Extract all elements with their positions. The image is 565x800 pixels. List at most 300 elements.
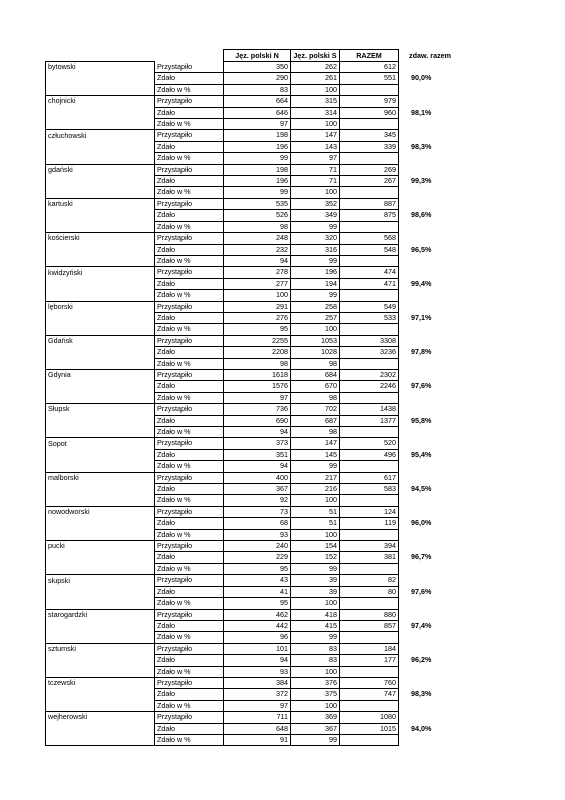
row-label: Zdało w % [155,529,224,540]
row-label: Zdało [155,73,224,84]
value-total: 979 [340,96,399,107]
pass-rate-cell [399,632,461,643]
value-polish-n: 248 [224,233,291,244]
pass-rate-cell: 96,5% [411,244,432,254]
row-label: Przystąpiło [155,404,224,415]
table-row [46,620,461,631]
value-polish-n: 1618 [224,369,291,380]
value-polish-s: 261 [291,73,340,84]
table-row [46,96,461,107]
value-polish-n: 278 [224,267,291,278]
value-polish-n: 1576 [224,381,291,392]
value-polish-n: 2208 [224,347,291,358]
value-total: 345 [340,130,399,141]
pass-rate-cell: 98,3% [411,689,432,699]
row-label: Zdało [155,312,224,323]
value-polish-n: 367 [224,484,291,495]
pass-rate-cell [399,404,461,415]
value-total [340,119,399,130]
results-sheet [45,49,461,746]
pass-rate-cell: 94,0% [411,723,432,733]
district-cell [46,563,155,574]
row-label: Zdało [155,689,224,700]
value-polish-n: 41 [224,586,291,597]
value-polish-n: 736 [224,404,291,415]
row-label: Przystąpiło [155,575,224,586]
row-label: Zdało w % [155,324,224,335]
value-total: 381 [340,552,399,563]
district-cell: nowodworski [46,506,155,517]
pass-rate-cell: 95,8% [411,415,432,425]
table-row [46,712,461,723]
row-label: Zdało [155,381,224,392]
row-label: Zdało [155,586,224,597]
value-polish-n: 648 [224,723,291,734]
district-cell [46,620,155,631]
table-row [46,347,461,358]
table-row [46,575,461,586]
value-polish-n: 73 [224,506,291,517]
row-label: Zdało w % [155,290,224,301]
pass-rate-cell: 96,7% [411,552,432,562]
value-polish-n: 100 [224,290,291,301]
row-label: Zdało w % [155,358,224,369]
row-label: Zdało w % [155,221,224,232]
pass-rate-cell [399,495,461,506]
pass-rate-cell [399,96,461,107]
district-cell: chojnicki [46,96,155,107]
value-polish-s: 99 [291,221,340,232]
pass-rate-cell [399,734,461,745]
table-row [46,541,461,552]
row-label: Przystąpiło [155,335,224,346]
row-label: Zdało w % [155,187,224,198]
value-polish-n: 711 [224,712,291,723]
table-row [46,734,461,745]
row-label: Przystąpiło [155,677,224,688]
table-row [46,164,461,175]
value-polish-s: 262 [291,62,340,73]
value-total: 124 [340,506,399,517]
district-cell [46,586,155,597]
value-total [340,700,399,711]
row-label: Przystąpiło [155,541,224,552]
value-polish-n: 93 [224,666,291,677]
row-label: Przystąpiło [155,643,224,654]
value-polish-n: 91 [224,734,291,745]
row-label: Zdało [155,655,224,666]
pass-rate-cell [399,643,461,654]
pass-rate-cell [399,358,461,369]
value-polish-s: 97 [291,153,340,164]
district-cell [46,119,155,130]
value-polish-n: 350 [224,62,291,73]
row-label: Przystąpiło [155,438,224,449]
table-row [46,461,461,472]
row-label: Zdało [155,620,224,631]
district-cell [46,176,155,187]
table-row [46,176,461,187]
value-polish-n: 98 [224,358,291,369]
value-total [340,187,399,198]
table-row [46,449,461,460]
row-label: Zdało w % [155,84,224,95]
district-cell: słupski [46,575,155,586]
district-cell [46,689,155,700]
table-row [46,244,461,255]
district-cell [46,381,155,392]
value-total [340,563,399,574]
header-total: RAZEM [340,50,399,62]
value-polish-n: 690 [224,415,291,426]
value-polish-n: 97 [224,119,291,130]
value-polish-s: 314 [291,107,340,118]
value-total: 887 [340,198,399,209]
district-cell: starogardzki [46,609,155,620]
value-polish-n: 196 [224,176,291,187]
district-cell: wejherowski [46,712,155,723]
header-polish-s: Jęz. polski S [291,50,340,62]
pass-rate-cell: 98,3% [411,141,432,151]
value-polish-n: 400 [224,472,291,483]
value-total: 551 [340,73,399,84]
pass-rate-cell [399,392,461,403]
header-row [46,50,461,62]
pass-rate-cell [399,335,461,346]
pass-rate-cell [399,119,461,130]
value-polish-s: 39 [291,586,340,597]
district-cell [46,518,155,529]
value-total: 119 [340,518,399,529]
value-total: 520 [340,438,399,449]
value-polish-s: 145 [291,449,340,460]
value-total: 875 [340,210,399,221]
value-polish-s: 418 [291,609,340,620]
table-row [46,141,461,152]
pass-rate-cell [399,700,461,711]
value-polish-n: 97 [224,392,291,403]
table-row [46,267,461,278]
value-polish-s: 1028 [291,347,340,358]
row-label: Przystąpiło [155,506,224,517]
value-total: 857 [340,620,399,631]
district-cell: Słupsk [46,404,155,415]
district-cell [46,552,155,563]
district-cell: lęborski [46,301,155,312]
table-row [46,677,461,688]
district-cell [46,495,155,506]
value-total: 2246 [340,381,399,392]
row-label: Zdało w % [155,632,224,643]
district-cell [46,427,155,438]
value-polish-s: 99 [291,461,340,472]
table-row [46,221,461,232]
district-cell [46,655,155,666]
table-row [46,563,461,574]
row-label: Zdało [155,449,224,460]
district-cell: pucki [46,541,155,552]
value-polish-n: 384 [224,677,291,688]
value-polish-s: 100 [291,529,340,540]
table-row [46,153,461,164]
district-cell [46,153,155,164]
row-label: Zdało w % [155,495,224,506]
value-polish-n: 229 [224,552,291,563]
pass-rate-cell [399,609,461,620]
header-district [46,50,155,62]
pass-rate-cell [399,529,461,540]
district-cell [46,484,155,495]
value-polish-s: 684 [291,369,340,380]
value-total [340,221,399,232]
table-row [46,495,461,506]
value-polish-s: 352 [291,198,340,209]
value-total: 269 [340,164,399,175]
value-polish-n: 232 [224,244,291,255]
table-row [46,506,461,517]
value-polish-n: 526 [224,210,291,221]
value-total [340,529,399,540]
value-polish-s: 98 [291,392,340,403]
value-polish-n: 664 [224,96,291,107]
table-row [46,666,461,677]
value-total: 960 [340,107,399,118]
value-polish-s: 687 [291,415,340,426]
header-pass-rate: zdaw. razem [409,51,452,60]
district-cell [46,449,155,460]
value-total: 568 [340,233,399,244]
district-cell [46,210,155,221]
row-label: Przystąpiło [155,130,224,141]
row-label: Zdało [155,415,224,426]
district-cell [46,461,155,472]
value-polish-s: 147 [291,130,340,141]
value-polish-n: 196 [224,141,291,152]
value-polish-s: 100 [291,700,340,711]
value-polish-s: 99 [291,632,340,643]
value-polish-s: 702 [291,404,340,415]
value-total [340,734,399,745]
pass-rate-cell [399,153,461,164]
value-polish-s: 316 [291,244,340,255]
table-row [46,438,461,449]
district-cell [46,324,155,335]
pass-rate-cell [399,541,461,552]
value-polish-n: 83 [224,84,291,95]
value-polish-s: 71 [291,176,340,187]
value-total: 394 [340,541,399,552]
district-cell [46,415,155,426]
value-polish-s: 320 [291,233,340,244]
row-label: Zdało w % [155,119,224,130]
value-polish-s: 83 [291,655,340,666]
table-row [46,198,461,209]
value-polish-n: 442 [224,620,291,631]
value-polish-n: 373 [224,438,291,449]
pass-rate-cell [399,598,461,609]
value-polish-s: 375 [291,689,340,700]
value-polish-s: 99 [291,255,340,266]
value-polish-s: 1053 [291,335,340,346]
row-label: Przystąpiło [155,472,224,483]
value-total: 177 [340,655,399,666]
value-polish-s: 51 [291,518,340,529]
header-category [155,50,224,62]
row-label: Przystąpiło [155,369,224,380]
row-label: Zdało [155,484,224,495]
value-polish-n: 92 [224,495,291,506]
value-polish-s: 415 [291,620,340,631]
value-total: 747 [340,689,399,700]
row-label: Zdało w % [155,255,224,266]
value-total [340,324,399,335]
value-polish-n: 240 [224,541,291,552]
value-total [340,255,399,266]
value-total: 2302 [340,369,399,380]
value-polish-s: 147 [291,438,340,449]
value-total [340,153,399,164]
district-cell [46,529,155,540]
value-polish-n: 351 [224,449,291,460]
district-cell: człuchowski [46,130,155,141]
district-cell [46,734,155,745]
value-total: 1015 [340,723,399,734]
value-polish-s: 257 [291,312,340,323]
pass-rate-cell [399,62,461,73]
table-row [46,107,461,118]
district-cell: bytowski [46,62,155,73]
district-cell: kwidzyński [46,267,155,278]
value-total [340,632,399,643]
table-row [46,552,461,563]
district-cell [46,358,155,369]
value-total [340,427,399,438]
row-label: Zdało [155,518,224,529]
district-cell: Gdynia [46,369,155,380]
value-polish-s: 98 [291,427,340,438]
value-polish-n: 372 [224,689,291,700]
table-row [46,472,461,483]
value-polish-s: 99 [291,563,340,574]
table-row [46,632,461,643]
value-polish-s: 99 [291,290,340,301]
table-row [46,301,461,312]
district-cell: kartuski [46,198,155,209]
row-label: Zdało [155,723,224,734]
value-total: 267 [340,176,399,187]
pass-rate-cell: 96,0% [411,518,432,528]
table-row [46,723,461,734]
value-total: 1080 [340,712,399,723]
district-cell: Gdańsk [46,335,155,346]
pass-rate-cell [399,84,461,95]
pass-rate-cell [399,187,461,198]
value-polish-s: 349 [291,210,340,221]
value-polish-n: 94 [224,427,291,438]
row-label: Zdało w % [155,563,224,574]
value-polish-n: 290 [224,73,291,84]
pass-rate-cell: 97,1% [411,312,432,322]
table-row [46,130,461,141]
district-cell [46,244,155,255]
pass-rate-cell: 95,4% [411,449,432,459]
district-cell [46,221,155,232]
value-total [340,666,399,677]
value-polish-n: 98 [224,221,291,232]
value-total [340,358,399,369]
value-polish-n: 95 [224,598,291,609]
district-cell [46,141,155,152]
pass-rate-cell [399,677,461,688]
value-polish-s: 99 [291,734,340,745]
value-total: 880 [340,609,399,620]
row-label: Zdało [155,210,224,221]
value-polish-n: 94 [224,255,291,266]
pass-rate-cell [399,666,461,677]
pass-rate-cell [399,575,461,586]
table-row [46,689,461,700]
pass-rate-cell [399,255,461,266]
value-polish-s: 51 [291,506,340,517]
pass-rate-cell [399,324,461,335]
value-polish-n: 94 [224,655,291,666]
value-polish-n: 198 [224,164,291,175]
value-total: 548 [340,244,399,255]
pass-rate-cell [399,267,461,278]
row-label: Zdało [155,244,224,255]
results-table [45,49,461,746]
pass-rate-cell [399,438,461,449]
pass-rate-cell [399,712,461,723]
table-row [46,210,461,221]
value-polish-n: 646 [224,107,291,118]
table-row [46,643,461,654]
value-polish-n: 99 [224,153,291,164]
table-row [46,427,461,438]
row-label: Zdało [155,278,224,289]
district-cell [46,312,155,323]
row-label: Zdało w % [155,734,224,745]
value-polish-s: 154 [291,541,340,552]
table-row [46,312,461,323]
value-polish-n: 276 [224,312,291,323]
district-cell: tczewski [46,677,155,688]
value-polish-s: 670 [291,381,340,392]
value-total: 760 [340,677,399,688]
pass-rate-cell [399,506,461,517]
value-polish-n: 94 [224,461,291,472]
value-polish-n: 97 [224,700,291,711]
value-total: 471 [340,278,399,289]
table-row [46,187,461,198]
value-polish-n: 291 [224,301,291,312]
district-cell [46,107,155,118]
pass-rate-cell: 96,2% [411,655,432,665]
pass-rate-cell [399,472,461,483]
table-row [46,119,461,130]
row-label: Przystąpiło [155,233,224,244]
value-total [340,461,399,472]
pass-rate-cell: 97,6% [411,381,432,391]
table-row [46,609,461,620]
row-label: Przystąpiło [155,609,224,620]
table-row [46,62,461,73]
value-polish-n: 198 [224,130,291,141]
district-cell [46,347,155,358]
value-polish-s: 98 [291,358,340,369]
value-polish-s: 194 [291,278,340,289]
pass-rate-cell: 98,1% [411,107,432,117]
